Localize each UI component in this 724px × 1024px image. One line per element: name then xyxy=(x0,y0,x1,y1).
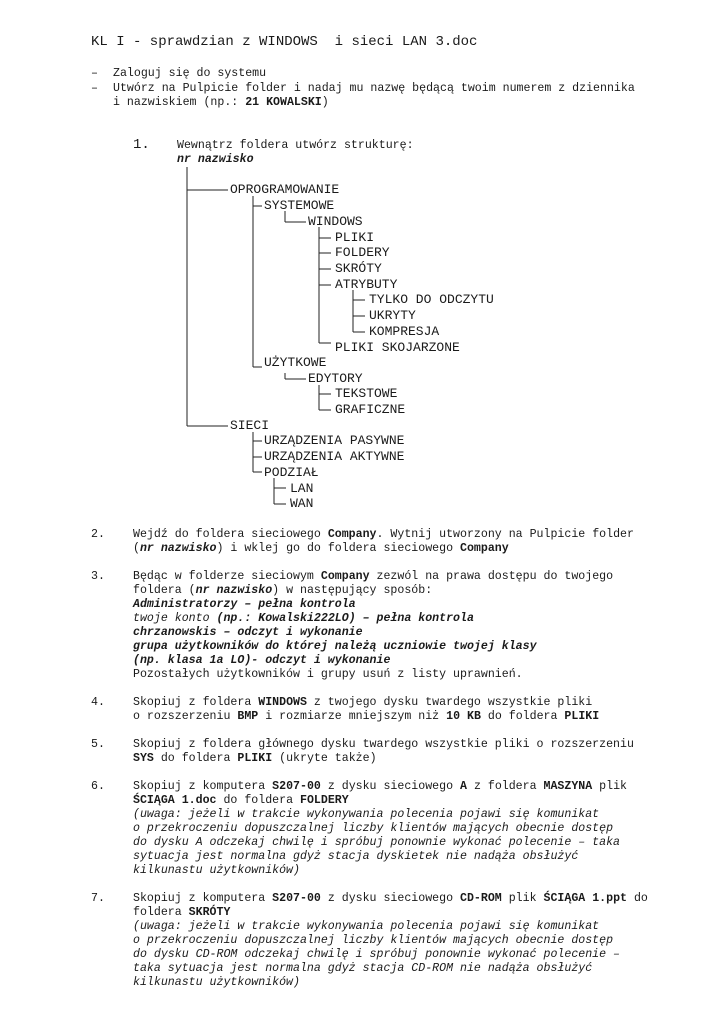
tree-node-edytory: EDYTORY xyxy=(308,371,363,386)
task-line xyxy=(133,906,691,920)
task-item-7 xyxy=(91,892,691,990)
tree-root-label: nr nazwisko xyxy=(177,153,254,166)
task-number: 2. xyxy=(91,528,105,541)
text-run: ) w następujący sposób: xyxy=(272,584,433,597)
text-run: . Wytnij utworzony na Pulpicie folder xyxy=(376,528,634,541)
task-number: 5. xyxy=(91,738,105,751)
task-body xyxy=(133,696,691,724)
text-run: Wejdź do foldera sieciowego xyxy=(133,528,328,541)
task-line: Pozostałych użytkowników i grupy usuń z listy uprawnień. xyxy=(133,668,523,681)
text-bold: BMP xyxy=(237,710,259,723)
text-bold: Company xyxy=(460,542,509,555)
text-bold: ŚCIĄGA 1.ppt xyxy=(543,892,628,905)
text-bold: FOLDERY xyxy=(300,794,349,807)
task-line xyxy=(133,794,691,808)
bullet-text-bold: 21 KOWALSKI xyxy=(245,96,322,109)
text-bold: Company xyxy=(327,528,377,541)
bullet-text-part: ) xyxy=(321,96,329,109)
task-note-line: do dysku CD-ROM odczekaj chwilę i spróbuj ponownie wykonać polecenie – xyxy=(133,948,621,961)
intro-bullets xyxy=(91,67,683,111)
task-line: Administratorzy – pełna kontrola xyxy=(133,598,356,611)
text-run: Skopiuj z komputera xyxy=(133,780,273,793)
task-line xyxy=(133,542,691,556)
task-number: 7. xyxy=(91,892,105,905)
text-run: z dysku sieciowego xyxy=(320,892,461,905)
tree-node-urzadzenia-pasywne: URZĄDZENIA PASYWNE xyxy=(264,433,405,448)
tree-node-urzadzenia-aktywne: URZĄDZENIA AKTYWNE xyxy=(264,449,405,464)
step-number: 1. xyxy=(133,137,150,153)
document-title: KL I - sprawdzian z WINDOWS i sieci LAN 3.doc xyxy=(91,34,478,50)
task-line xyxy=(133,710,691,724)
tree-node-windows: WINDOWS xyxy=(308,214,363,229)
task-note-line: kilkunastu użytkowników) xyxy=(133,864,300,877)
tree-node-pliki: PLIKI xyxy=(335,230,375,245)
task-number: 4. xyxy=(91,696,105,709)
tree-node-uzytkowe: UŻYTKOWE xyxy=(264,355,327,370)
tree-node-atrybuty: ATRYBUTY xyxy=(335,277,398,292)
task-line: grupa użytkowników do której należą uczniowie twojej klasy xyxy=(133,640,537,653)
text-run: Skopiuj z foldera xyxy=(133,696,259,709)
text-run: i rozmiarze mniejszym niż xyxy=(258,710,447,723)
text-run: do xyxy=(627,892,648,905)
task-line: (np. klasa 1a LO)- odczyt i wykonanie xyxy=(133,654,391,667)
tree-node-oprogramowanie: OPROGRAMOWANIE xyxy=(230,182,340,197)
text-bold: WINDOWS xyxy=(258,696,307,709)
task-note-line: o przekroczeniu dopuszczalnej liczby klientów mających obecnie dostęp xyxy=(133,822,614,835)
tree-node-podzial: PODZIAŁ xyxy=(264,465,319,480)
tree-node-sieci: SIECI xyxy=(230,418,270,433)
task-line xyxy=(133,570,691,584)
task-list xyxy=(91,528,691,1004)
text-run: ( xyxy=(133,542,140,555)
task-note-line: do dysku A odczekaj chwilę i spróbuj ponownie wykonać polecenie – taka xyxy=(133,836,621,849)
text-run: z twojego dysku twardego wszystkie pliki xyxy=(306,696,593,709)
text-bold-italic: (np.: Kowalski222LO) – pełna kontrola xyxy=(216,612,474,625)
text-run: do foldera xyxy=(153,752,238,765)
text-bold: S207-00 xyxy=(272,780,321,793)
task-line xyxy=(133,752,691,766)
task-line xyxy=(133,780,691,794)
task-line xyxy=(133,584,691,598)
text-bold: SKRÓTY xyxy=(188,906,231,919)
text-italic: twoje konto xyxy=(133,612,217,625)
task-number: 6. xyxy=(91,780,105,793)
bullet-dash: – xyxy=(91,81,98,95)
task-body xyxy=(133,780,691,878)
task-note-line: kilkunastu użytkowników) xyxy=(133,976,300,989)
task-body xyxy=(133,738,691,766)
text-run: plik xyxy=(592,780,628,793)
text-run: o rozszerzeniu xyxy=(133,710,238,723)
task-line: chrzanowskis – odczyt i wykonanie xyxy=(133,626,363,639)
task-note-line: sytuacja jest normalna gdyż stacja dyskietek nie nadąża obsłużyć xyxy=(133,850,579,863)
tree-node-tekstowe: TEKSTOWE xyxy=(335,386,398,401)
text-bold-italic: nr nazwisko xyxy=(195,584,273,597)
bullet-text xyxy=(113,82,683,111)
tree-node-lan: LAN xyxy=(290,481,314,496)
task-body xyxy=(133,892,691,990)
task-note-line: (uwaga: jeżeli w trakcie wykonywania polecenia pojawi się komunikat xyxy=(133,808,600,821)
text-run: zezwól na prawa dostępu do twojego xyxy=(369,570,614,583)
bullet-text: Zaloguj się do systemu xyxy=(113,67,267,80)
text-bold: A xyxy=(460,780,467,793)
bullet-item xyxy=(91,67,683,82)
task-number: 3. xyxy=(91,570,105,583)
text-bold: 10 KB xyxy=(446,710,481,723)
task-note-line: (uwaga: jeżeli w trakcie wykonywania polecenia pojawi się komunikat xyxy=(133,920,600,933)
task-note-line: o przekroczeniu dopuszczalnej liczby klientów mających obecnie dostęp xyxy=(133,934,614,947)
tree-node-ukryty: UKRYTY xyxy=(369,308,416,323)
task-item-3 xyxy=(91,570,691,682)
tree-node-tylko-do-odczytu: TYLKO DO ODCZYTU xyxy=(369,292,494,307)
text-bold: PLIKI xyxy=(237,752,273,765)
text-run: Skopiuj z komputera xyxy=(133,892,273,905)
text-run: (ukryte także) xyxy=(272,752,377,765)
tree-node-foldery: FOLDERY xyxy=(335,245,390,260)
tree-node-skroty: SKRÓTY xyxy=(335,261,382,276)
task-body xyxy=(133,570,691,682)
task-line xyxy=(133,892,691,906)
task-note-line: taka sytuacja jest normalna gdyż stacja CD-ROM nie nadąża obsłużyć xyxy=(133,962,593,975)
task-item-6 xyxy=(91,780,691,878)
text-bold: CD-ROM xyxy=(460,892,502,905)
bullet-dash: – xyxy=(91,67,98,80)
bullet-text-part: Utwórz na Pulpicie folder i nadaj mu nazwę będącą twoim numerem z dziennika i nazwiskiem (np.: xyxy=(113,81,635,109)
text-bold: SYS xyxy=(133,752,154,765)
text-run: plik xyxy=(501,892,544,905)
text-bold: PLIKI xyxy=(564,710,600,723)
task-body xyxy=(133,528,691,556)
text-run: Będąc w folderze sieciowym xyxy=(133,570,321,583)
text-run: foldera xyxy=(133,906,189,919)
task-line xyxy=(133,612,691,626)
text-run: z foldera xyxy=(466,780,544,793)
text-bold: Company xyxy=(320,570,370,583)
task-line xyxy=(133,696,691,710)
task-line: Skopiuj z foldera głównego dysku twardego wszystkie pliki o rozszerzeniu xyxy=(133,738,634,751)
tree-node-graficzne: GRAFICZNE xyxy=(335,402,406,417)
text-run: do foldera xyxy=(216,794,300,807)
tree-node-systemowe: SYSTEMOWE xyxy=(264,198,335,213)
tree-node-kompresja: KOMPRESJA xyxy=(369,324,440,339)
task-item-4 xyxy=(91,696,691,724)
text-run: z dysku sieciowego xyxy=(320,780,461,793)
bullet-item xyxy=(91,82,683,111)
text-bold: MASZYNA xyxy=(543,780,593,793)
task-item-5 xyxy=(91,738,691,766)
tree-node-wan: WAN xyxy=(290,496,314,511)
text-run: foldera ( xyxy=(133,584,196,597)
text-bold: ŚCIĄGA 1.doc xyxy=(133,794,217,807)
task-item-2 xyxy=(91,528,691,556)
text-bold-italic: nr nazwisko xyxy=(139,542,217,555)
text-bold: S207-00 xyxy=(272,892,321,905)
step-text: Wewnątrz foldera utwórz strukturę: xyxy=(177,139,414,152)
text-run: do foldera xyxy=(480,710,565,723)
task-line xyxy=(133,528,691,542)
tree-node-pliki-skojarzone: PLIKI SKOJARZONE xyxy=(335,340,460,355)
text-run: ) i wklej go do foldera sieciowego xyxy=(216,542,461,555)
